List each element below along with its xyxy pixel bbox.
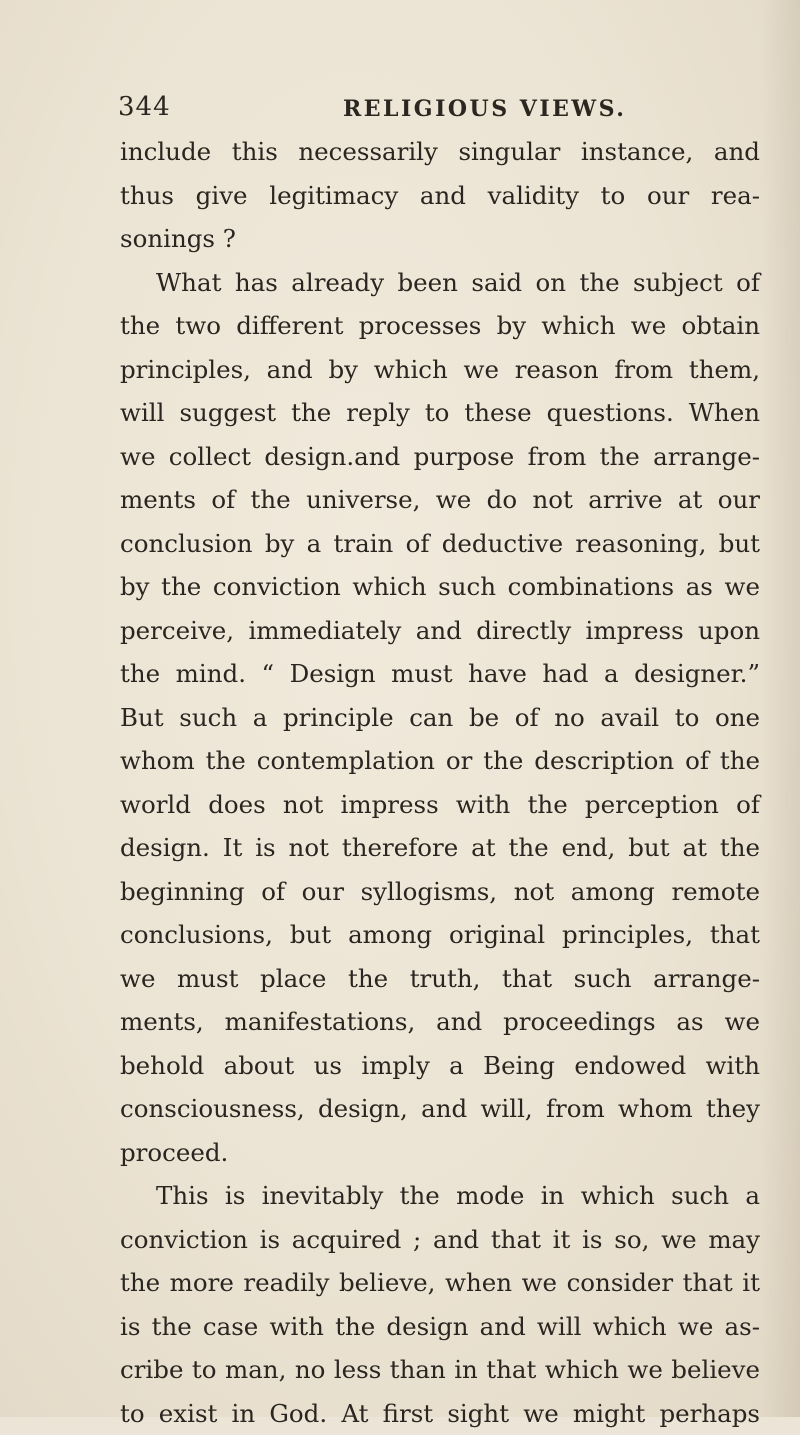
running-title: RELIGIOUS VIEWS. — [343, 96, 626, 122]
text-line: the mind. “ Design must have had a designer.” — [120, 652, 760, 696]
text-line: conclusion by a train of deductive reasoning, but — [120, 522, 760, 566]
text-line: principles, and by which we reason from them, — [120, 348, 760, 392]
text-line: proceed. — [120, 1131, 760, 1175]
text-line: is the case with the design and will which we as- — [120, 1305, 760, 1349]
text-line: to exist in God. At first sight we might perhaps — [120, 1392, 760, 1435]
text-line: This is inevitably the mode in which such a — [120, 1174, 760, 1218]
text-line: will suggest the reply to these questions. When — [120, 391, 760, 435]
running-head — [0, 92, 800, 132]
text-line: What has already been said on the subject of — [120, 261, 760, 305]
page-number: 344 — [118, 92, 171, 122]
text-line: consciousness, design, and will, from whom they — [120, 1087, 760, 1131]
text-line: by the conviction which such combinations as we — [120, 565, 760, 609]
text-line: conviction is acquired ; and that it is so, we may — [120, 1218, 760, 1262]
text-line: But such a principle can be of no avail to one — [120, 696, 760, 740]
text-line: include this necessarily singular instance, and — [120, 130, 760, 174]
text-line: thus give legitimacy and validity to our rea- — [120, 174, 760, 218]
text-line: design. It is not therefore at the end, but at the — [120, 826, 760, 870]
text-line: we must place the truth, that such arrange- — [120, 957, 760, 1001]
text-line: conclusions, but among original principles, that — [120, 913, 760, 957]
text-line: ments of the universe, we do not arrive at our — [120, 478, 760, 522]
text-line: the more readily believe, when we consider that it — [120, 1261, 760, 1305]
text-line: perceive, immediately and directly impress upon — [120, 609, 760, 653]
text-line: cribe to man, no less than in that which we believe — [120, 1348, 760, 1392]
text-line: the two different processes by which we obtain — [120, 304, 760, 348]
text-line: beginning of our syllogisms, not among remote — [120, 870, 760, 914]
text-line: ments, manifestations, and proceedings as we — [120, 1000, 760, 1044]
text-line: sonings ? — [120, 217, 760, 261]
text-line: whom the contemplation or the description of the — [120, 739, 760, 783]
body-text — [120, 130, 760, 1435]
text-line: behold about us imply a Being endowed with — [120, 1044, 760, 1088]
text-line: we collect design.and purpose from the arrange- — [120, 435, 760, 479]
text-line: world does not impress with the perception of — [120, 783, 760, 827]
